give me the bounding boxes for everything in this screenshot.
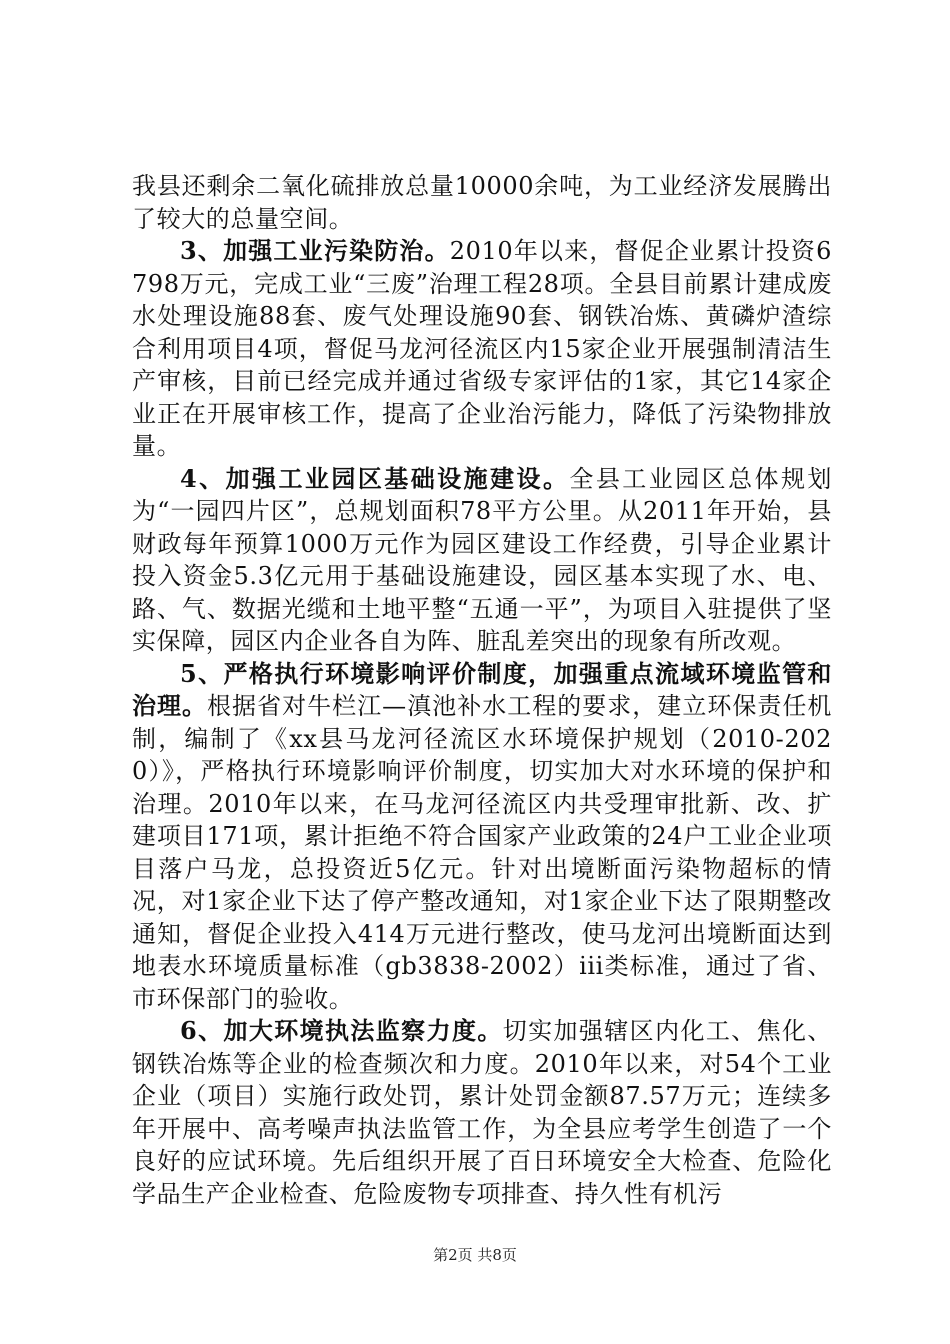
paragraph-industrial-park [132, 463, 832, 658]
paragraph-text: 我县还剩余二氧化硫排放总量10000余吨，为工业经济发展腾出了较大的总量空间。 [132, 172, 832, 233]
paragraph-text: 2010年以来，督促企业累计投资6798万元，完成工业“三废”治理工程28项。全县目前累计建成废水处理设施88套、废气处理设施90套、钢铁冶炼、黄磷炉渣综合利用项目4项，督促马龙河径流区内15家企业开展强制清洁生产审核，目前已经完成并通过省级专家评估的1家，其它14家企业正在开展审核工作，提高了企业治污能力，降低了污染物排放量。 [132, 237, 832, 460]
paragraph-text: 根据省对牛栏江—滇池补水工程的要求，建立环保责任机制，编制了《xx县马龙河径流区水环境保护规划（2010-2020）》，严格执行环境影响评价制度，切实加大对水环境的保护和治理。2010年以来，在马龙河径流区内共受理审批新、改、扩建项目171项，累计拒绝不符合国家产业政策的24户工业企业项目落户马龙，总投资近5亿元。针对出境断面污染物超标的情况，对1家企业下达了停产整改通知，对1家企业下达了限期整改通知，督促企业投入414万元进行整改，使马龙河出境断面达到地表水环境质量标准（gb3838-2002）iii类标准，通过了省、市环保部门的验收。 [132, 692, 832, 1013]
paragraph-text: 全县工业园区总体规划为“一园四片区”，总规划面积78平方公里。从2011年开始，县财政每年预算1000万元作为园区建设工作经费，引导企业累计投入资金5.3亿元用于基础设施建设，园区基本实现了水、电、路、气、数据光缆和土地平整“五通一平”，为项目入驻提供了坚实保障，园区内企业各自为阵、脏乱差突出的现象有所改观。 [132, 464, 833, 655]
paragraph-heading: 6、加大环境执法监察力度。 [180, 1016, 503, 1045]
paragraph-heading: 4、加强工业园区基础设施建设。 [180, 463, 570, 493]
paragraph-environmental-assessment [132, 658, 832, 1016]
paragraph-law-enforcement [132, 1015, 832, 1210]
document-body [132, 170, 832, 1210]
paragraph-continuation [132, 170, 832, 235]
paragraph-heading: 5、严格执行环境影响评价制度，加强重点流域环境监管和治理。 [132, 658, 832, 720]
page-number-footer: 第2页 共8页 [433, 1246, 517, 1264]
paragraph-industrial-pollution [132, 235, 832, 463]
paragraph-heading: 3、加强工业污染防治。 [180, 236, 450, 265]
paragraph-text: 切实加强辖区内化工、焦化、钢铁冶炼等企业的检查频次和力度。2010年以来，对54个工业企业（项目）实施行政处罚，累计处罚金额87.57万元；连续多年开展中、高考噪声执法监管工作，为全县应考学生创造了一个良好的应试环境。先后组织开展了百日环境安全大检查、危险化学品生产企业检查、危险废物专项排查、持久性有机污 [132, 1017, 832, 1208]
